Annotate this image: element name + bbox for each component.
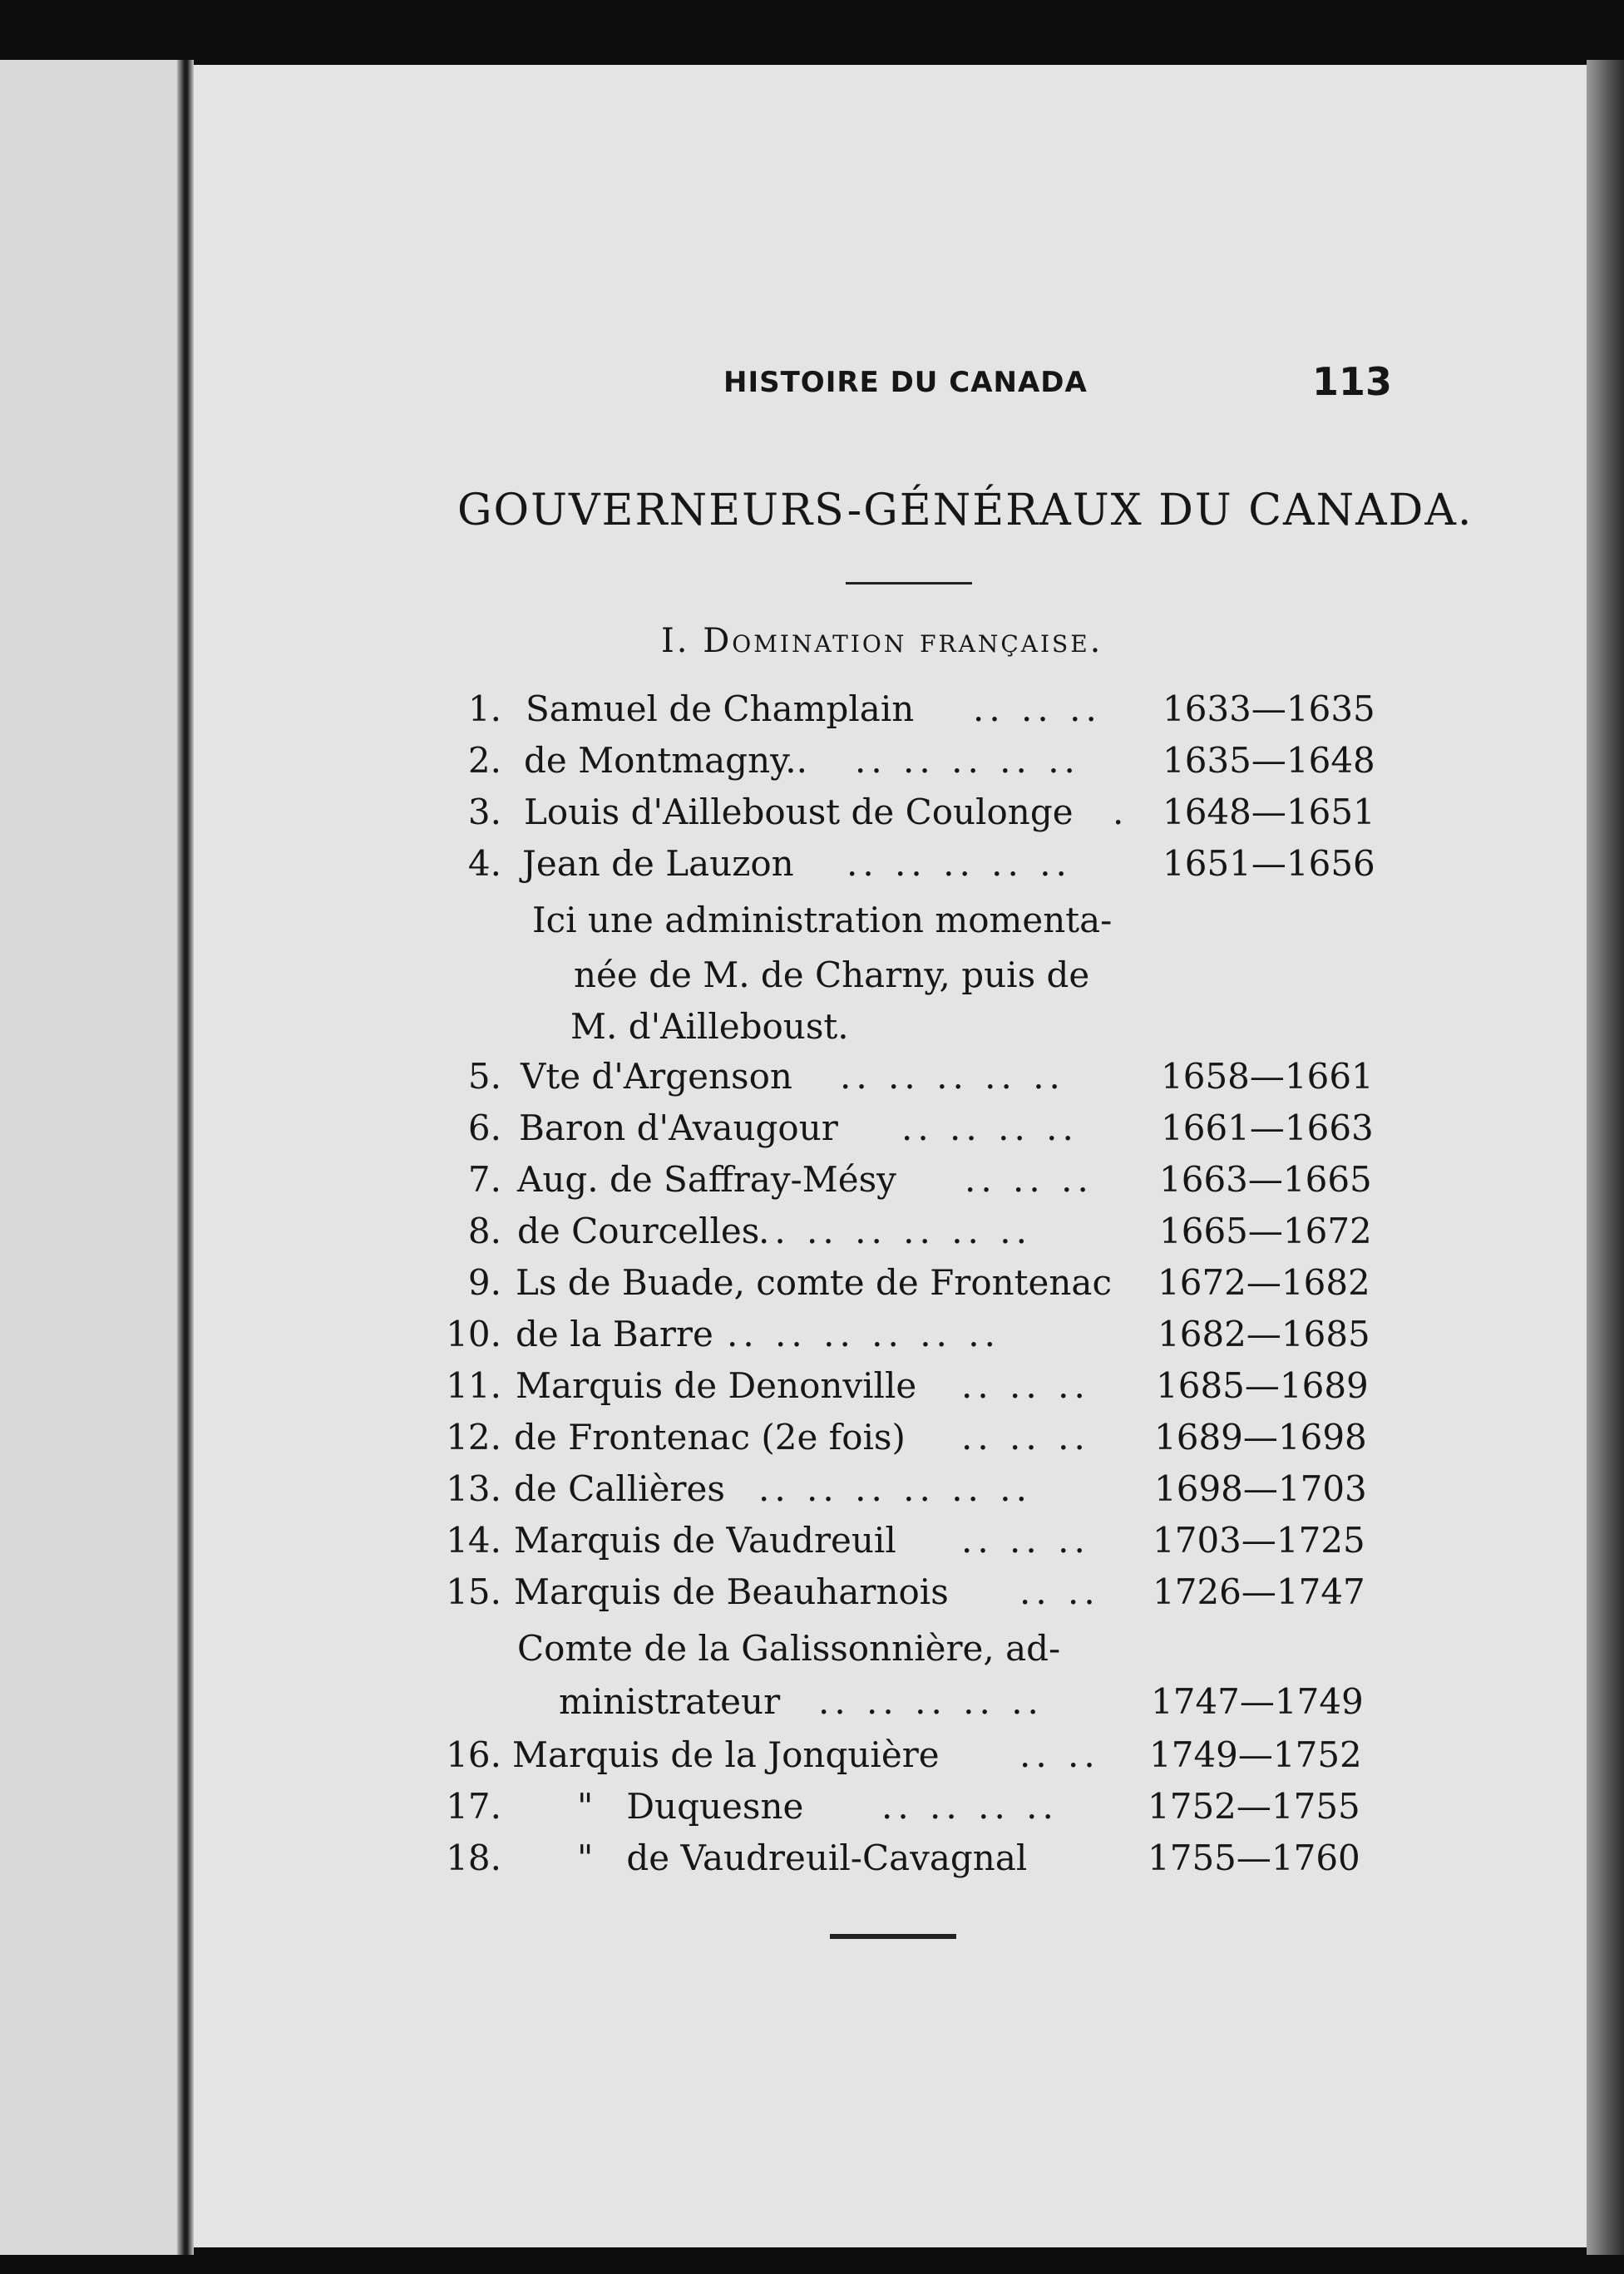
entry-number: 8.	[467, 1211, 501, 1251]
entry-years: 1747—1749	[1151, 1681, 1364, 1722]
list-item	[0, 1211, 1624, 1262]
entry-number: 2.	[467, 740, 501, 781]
list-item	[0, 843, 1624, 895]
dot-leader: .. .. .. .. ..	[818, 1681, 1044, 1722]
page-title: GOUVERNEURS-GÉNÉRAUX DU CANADA.	[457, 486, 1473, 535]
entry-years: 1689—1698	[1154, 1417, 1367, 1458]
note-line: Comte de la Galissonnière, ad-	[517, 1628, 1061, 1669]
entry-years: 1651—1656	[1162, 843, 1375, 884]
entry-years: 1633—1635	[1162, 688, 1375, 729]
dot-leader: .. .. .. .. ..	[847, 843, 1072, 884]
entry-number: 4.	[467, 843, 501, 884]
dot-leader: .. .. .. .. .. ..	[727, 1314, 1000, 1354]
list-item	[0, 1056, 1624, 1107]
dot-leader: .. .. .. ..	[901, 1107, 1079, 1148]
note-line: Ici une administration momenta-	[532, 900, 1113, 940]
dot-leader: .. .. ..	[961, 1417, 1090, 1458]
list-item	[0, 1571, 1624, 1623]
entry-name: de Montmagny..	[524, 740, 807, 781]
dot-leader: .. .. .. .. ..	[855, 740, 1080, 781]
list-item	[0, 1786, 1624, 1837]
entry-number: 7.	[467, 1159, 501, 1200]
entry-name: " de Vaudreuil-Cavagnal	[577, 1837, 1028, 1878]
list-item	[0, 1417, 1624, 1468]
entry-years: 1635—1648	[1162, 740, 1375, 781]
dot-leader: .. .. ..	[961, 1520, 1090, 1561]
note-line: M. d'Ailleboust.	[570, 1006, 849, 1047]
list-item	[0, 688, 1624, 740]
entry-number: 16.	[446, 1734, 501, 1775]
entry-years: 1658—1661	[1161, 1056, 1374, 1097]
entry-years: 1685—1689	[1156, 1365, 1369, 1406]
entry-number: 13.	[446, 1468, 501, 1509]
entry-number: 12.	[446, 1417, 501, 1458]
entry-name: Jean de Lauzon	[522, 843, 794, 884]
list-item	[0, 792, 1624, 843]
dot-leader: .. .. .. .. .. ..	[758, 1211, 1032, 1251]
dot-leader: .. ..	[1019, 1734, 1100, 1775]
dot-leader: .	[1113, 792, 1129, 832]
entry-name: Marquis de la Jonquière	[512, 1734, 940, 1775]
entry-years: 1672—1682	[1158, 1262, 1370, 1303]
list-item	[0, 1468, 1624, 1520]
list-item	[0, 1262, 1624, 1314]
entry-years: 1755—1760	[1148, 1837, 1360, 1878]
entry-years: 1663—1665	[1159, 1159, 1372, 1200]
entry-years: 1752—1755	[1148, 1786, 1360, 1827]
entry-name: de Callières	[514, 1468, 725, 1509]
entry-number: 9.	[467, 1262, 501, 1303]
entry-number: 10.	[446, 1314, 501, 1354]
entry-name: Louis d'Ailleboust de Coulonge	[524, 792, 1074, 832]
entry-years: 1749—1752	[1149, 1734, 1362, 1775]
entry-years: 1665—1672	[1159, 1211, 1372, 1251]
dot-leader: .. .. .. .. .. ..	[758, 1468, 1032, 1509]
entry-years: 1726—1747	[1153, 1571, 1365, 1612]
entry-years: 1698—1703	[1154, 1468, 1367, 1509]
entry-name: de la Barre	[516, 1314, 713, 1354]
entry-name: Marquis de Denonville	[516, 1365, 917, 1406]
list-item	[0, 1837, 1624, 1889]
list-item	[0, 1107, 1624, 1159]
entry-name: Vte d'Argenson	[521, 1056, 792, 1097]
page-number: 113	[1312, 359, 1393, 404]
list-item	[0, 1314, 1624, 1365]
entry-number: 5.	[467, 1056, 501, 1097]
list-item	[0, 1734, 1624, 1786]
entry-years: 1661—1663	[1161, 1107, 1374, 1148]
entry-years: 1703—1725	[1153, 1520, 1365, 1561]
section-heading: I. Domination française.	[661, 622, 1103, 660]
list-item	[0, 1365, 1624, 1417]
list-item	[0, 1681, 1624, 1733]
entry-number: 11.	[446, 1365, 501, 1406]
list-item	[0, 1159, 1624, 1211]
entry-name: Marquis de Beauharnois	[514, 1571, 949, 1612]
entry-number: 1.	[467, 688, 501, 729]
note-line: née de M. de Charny, puis de	[574, 954, 1090, 995]
entry-name: Samuel de Champlain	[526, 688, 915, 729]
entry-number: 14.	[446, 1520, 501, 1561]
dot-leader: .. .. .. .. ..	[840, 1056, 1065, 1097]
title-divider	[846, 582, 972, 585]
entry-name: de Frontenac (2e fois)	[514, 1417, 906, 1458]
entry-number: 6.	[467, 1107, 501, 1148]
entry-years: 1648—1651	[1162, 792, 1375, 832]
entry-number: 3.	[467, 792, 501, 832]
dot-leader: .. .. ..	[961, 1365, 1090, 1406]
dot-leader: .. .. .. ..	[881, 1786, 1059, 1827]
list-item	[0, 740, 1624, 792]
entry-number: 17.	[446, 1786, 501, 1827]
list-item	[0, 1520, 1624, 1571]
entry-years: 1682—1685	[1158, 1314, 1370, 1354]
entry-number: 18.	[446, 1837, 501, 1878]
entry-name: Marquis de Vaudreuil	[514, 1520, 896, 1561]
entry-name: " Duquesne	[577, 1786, 804, 1827]
dot-leader: .. .. ..	[965, 1159, 1093, 1200]
entry-name: ministrateur	[559, 1681, 781, 1722]
entry-number: 15.	[446, 1571, 501, 1612]
dot-leader: .. ..	[1019, 1571, 1100, 1612]
running-title: HISTOIRE DU CANADA	[723, 366, 1088, 399]
dot-leader: .. .. ..	[973, 688, 1102, 729]
closing-divider	[830, 1934, 956, 1939]
entry-name: Aug. de Saffray-Mésy	[517, 1159, 896, 1200]
entry-name: Baron d'Avaugour	[519, 1107, 838, 1148]
entry-name: Ls de Buade, comte de Frontenac	[516, 1262, 1112, 1303]
entry-name: de Courcelles	[517, 1211, 760, 1251]
